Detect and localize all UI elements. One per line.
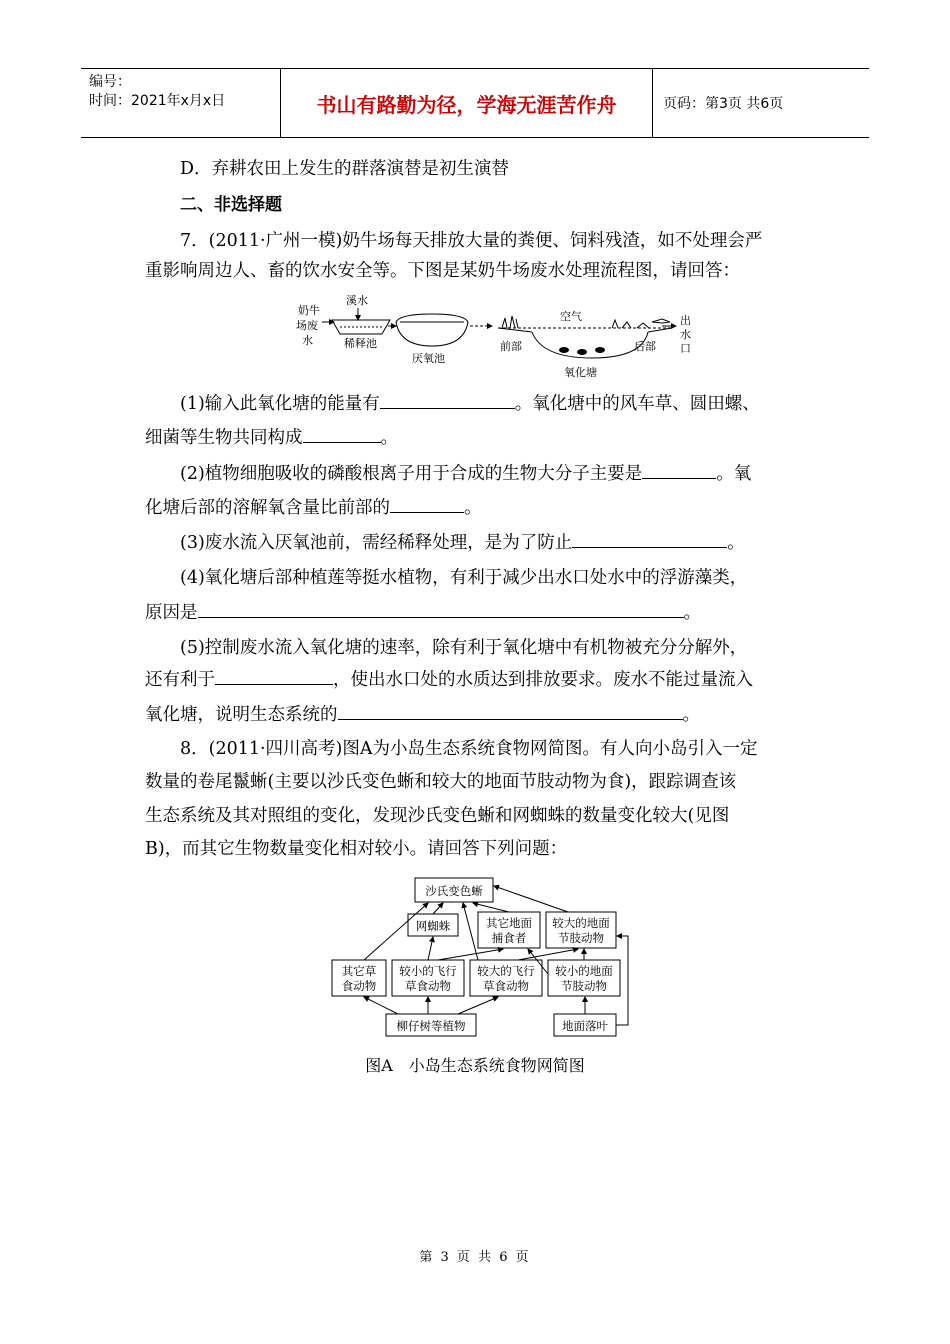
label-back: 后部 [634,340,656,353]
q7-5-line2 [145,664,810,695]
q7-1-line1 [180,388,810,419]
node-large-arthropod-2: 节肢动物 [558,931,604,945]
q8-line3: 生态系统及其对照组的变化，发现沙氏变色蜥和网蜘蛛的数量变化较大(见图 [145,806,730,826]
page-header [81,68,869,138]
node-large-flying-1: 较大的飞行 [477,964,535,978]
text: (1)输入此氧化塘的能量有 [180,394,380,414]
q7-2-line1 [180,458,810,489]
answer-blank [198,597,684,618]
node-litter: 地面落叶 [562,1019,608,1033]
node-small-arthropod-2: 节肢动物 [561,979,607,993]
node-large-flying-2: 草食动物 [483,979,529,993]
text: 化塘后部的溶解氧含量比前部的 [145,498,390,518]
answer-blank [303,422,381,443]
label-outlet-3: 口 [680,342,691,355]
text: 。 [682,705,700,725]
label-pond: 氧化塘 [564,366,597,379]
node-small-arthropod-1: 较小的地面 [555,964,613,978]
label-front: 前部 [500,340,522,353]
q7-4-line2 [145,597,810,628]
text: 细菌等生物共同构成 [145,428,303,448]
label-outlet-2: 水 [680,328,691,341]
q8-line4: B)，而其它生物数量变化相对较小。请回答下列问题： [145,839,568,859]
q7-1-line2 [145,422,810,453]
node-other-predator-2: 捕食者 [491,931,527,945]
answer-blank [380,388,515,409]
text: 氧化塘，说明生态系统的 [145,705,338,725]
label-dilution: 稀释池 [344,337,377,350]
q7-2-line2 [145,492,810,523]
text: 还有利于 [145,670,215,690]
label-source-3: 水 [302,334,313,347]
food-web-diagram [328,874,638,1044]
text: 。氧 [716,464,752,484]
q7-line1: 7．(2011·广州一模)奶牛场每天排放大量的粪便、饲料残渣，如不处理会严 [180,231,763,251]
wastewater-flow-diagram [292,292,702,384]
text: 原因是 [145,603,198,623]
node-small-flying-1: 较小的飞行 [399,964,457,978]
number-label: 编号： [89,74,131,90]
q7-3 [180,527,810,558]
header-page-label: 页码：第3页 共6页 [663,96,784,112]
answer-blank [338,699,683,720]
answer-blank [642,458,716,479]
label-outlet-1: 出 [680,314,691,327]
node-small-flying-2: 草食动物 [405,979,451,993]
label-source-2: 场废 [296,319,318,332]
header-meta [81,69,281,137]
page-footer: 第 3 页 共 6 页 [419,1250,531,1265]
node-other-herb-2: 食动物 [341,979,377,993]
time-label: 时间：2021年x月x日 [89,93,226,109]
figure-caption: 图A 小岛生态系统食物网简图 [365,1056,585,1075]
q7-5-line3 [145,699,810,730]
text: (2)植物细胞吸收的磷酸根离子用于合成的生物大分子主要是 [180,464,643,484]
text: 。氧化塘中的风车草、圆田螺、 [514,394,760,414]
answer-blank [215,664,333,685]
answer-blank [390,492,464,513]
label-source-1: 奶牛 [298,304,320,317]
label-anaerobic: 厌氧池 [412,352,445,365]
q7-line2: 重影响周边人、畜的饮水安全等。下图是某奶牛场废水处理流程图，请回答： [145,261,740,281]
q8-line1: 8．(2011·四川高考)图A为小岛生态系统食物网简图。有人向小岛引入一定 [180,739,758,759]
text: 。 [464,498,482,518]
node-spider: 网蜘蛛 [415,919,451,933]
text: (3)废水流入厌氧池前，需经稀释处理，是为了防止 [180,533,573,553]
node-other-predator-1: 其它地面 [486,916,532,930]
text: 。 [683,603,701,623]
q7-5-line1: (5)控制废水流入氧化塘的速率，除有利于氧化塘中有机物被充分分解外， [180,638,748,658]
q7-4-line1: (4)氧化塘后部种植莲等挺水植物，有利于减少出水口处水中的浮游藻类， [180,568,748,588]
text: 。 [380,428,398,448]
section-title: 二、非选择题 [180,195,282,215]
option-d: D．弃耕农田上发生的群落演替是初生演替 [180,159,510,179]
answer-blank [572,527,727,548]
node-plants: 柳仔树等植物 [396,1019,466,1033]
node-other-herb-1: 其它草 [341,964,377,978]
text: ，使出水口处的水质达到排放要求。废水不能过量流入 [333,670,753,690]
node-large-arthropod-1: 较大的地面 [552,916,610,930]
label-air: 空气 [560,310,582,323]
header-motto: 书山有路勤为径，学海无涯苦作舟 [281,69,653,137]
q8-line2: 数量的卷尾鬣蜥(主要以沙氏变色蜥和较大的地面节肢动物为食)，跟踪调查该 [145,772,737,792]
node-lizard: 沙氏变色蜥 [425,884,483,898]
text: 。 [727,533,745,553]
label-stream: 溪水 [346,294,368,307]
